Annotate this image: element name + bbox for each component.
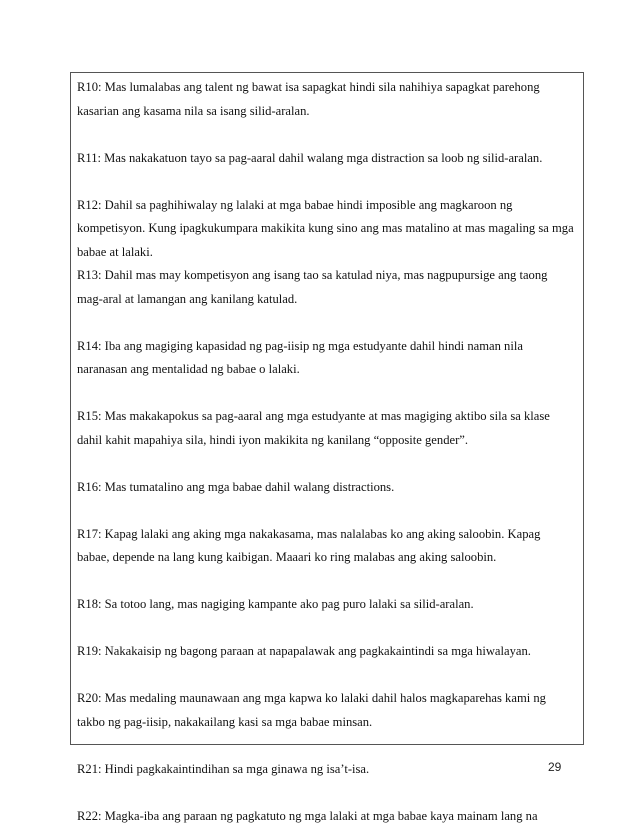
page-number: 29 — [548, 760, 561, 774]
response-r21: R21: Hindi pagkakaintindihan sa mga ginawa ng isa’t-isa. — [77, 758, 575, 782]
response-r20: R20: Mas medaling maunawaan ang mga kapwa ko lalaki dahil halos magkaparehas kami ng takbo ng pag-iisip, nakakailang kasi sa mga babae minsan. — [77, 687, 575, 734]
response-r19: R19: Nakakaisip ng bagong paraan at napapalawak ang pagkakaintindi sa mga hiwalayan. — [77, 640, 575, 664]
response-r14: R14: Iba ang magiging kapasidad ng pag-iisip ng mga estudyante dahil hindi naman nila naranasan ang mentalidad ng babae o lalaki. — [77, 335, 575, 382]
response-r22: R22: Magka-iba ang paraan ng pagkatuto ng mga lalaki at mga babae kaya mainam lang na — [77, 805, 575, 828]
response-r16: R16: Mas tumatalino ang mga babae dahil walang distractions. — [77, 476, 575, 500]
response-r11: R11: Mas nakakatuon tayo sa pag-aaral dahil walang mga distraction sa loob ng silid-aralan. — [77, 147, 575, 171]
response-r12: R12: Dahil sa paghihiwalay ng lalaki at mga babae hindi imposible ang magkaroon ng kompetisyon. Kung ipagkukumpara makikita kung sino ang mas matalino at mas magaling sa mga babae at lalaki. — [77, 194, 575, 265]
response-r17: R17: Kapag lalaki ang aking mga nakakasama, mas nalalabas ko ang aking saloobin. Kapag babae, depende na lang kung kaibigan. Maaari ko ring malabas ang aking saloobin. — [77, 523, 575, 570]
responses-table-cell — [70, 72, 584, 745]
response-r15: R15: Mas makakapokus sa pag-aaral ang mga estudyante at mas magiging aktibo sila sa klase dahil kahit mapahiya sila, hindi iyon makikita ng kanilang “opposite gender”. — [77, 405, 575, 452]
response-r18: R18: Sa totoo lang, mas nagiging kampante ako pag puro lalaki sa silid-aralan. — [77, 593, 575, 617]
response-r13: R13: Dahil mas may kompetisyon ang isang tao sa katulad niya, mas nagpupursige ang taong mag-aral at lamangan ang kanilang katulad. — [77, 264, 575, 311]
response-r10: R10: Mas lumalabas ang talent ng bawat isa sapagkat hindi sila nahihiya sapagkat parehong kasarian ang kasama nila sa isang silid-aralan. — [77, 76, 575, 123]
